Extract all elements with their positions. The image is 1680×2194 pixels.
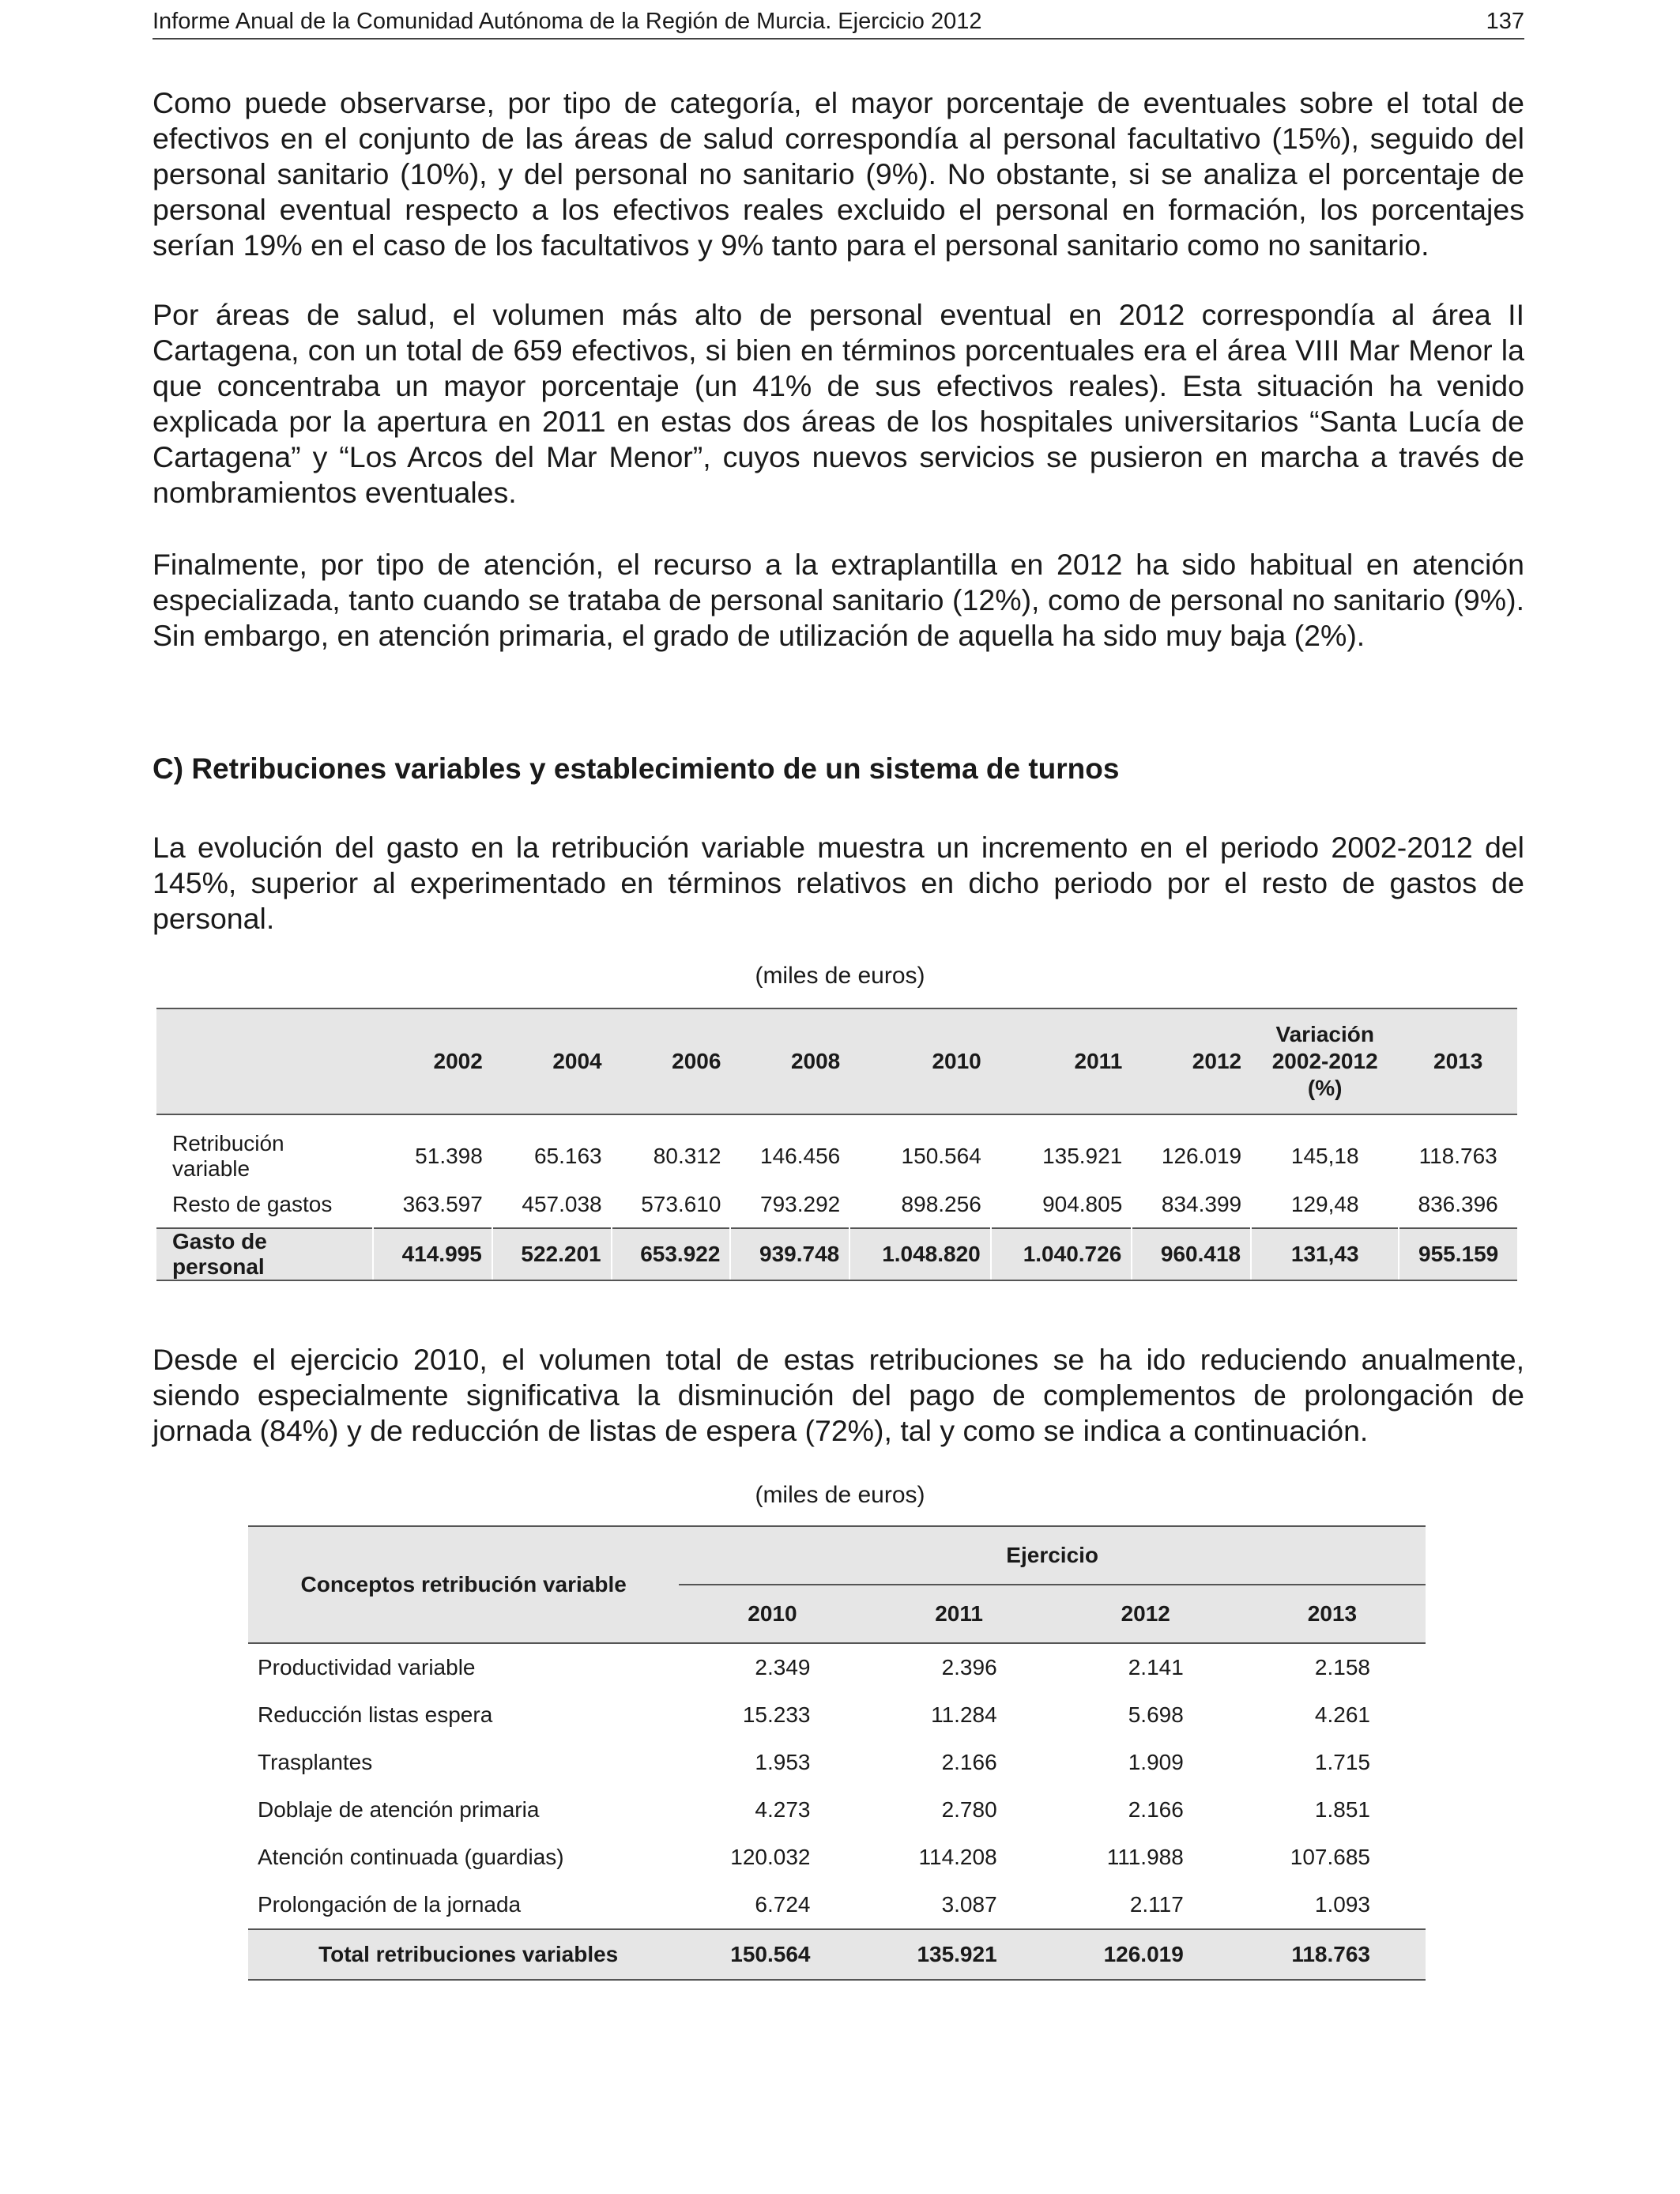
cell: 6.724 xyxy=(755,1892,811,1917)
cell: 129,48 xyxy=(1290,1192,1359,1216)
cell: 653.922 xyxy=(612,1228,731,1280)
header-year-2010: 2010 xyxy=(679,1585,865,1643)
cell: 2.166 xyxy=(941,1750,997,1774)
table-variable-remuneration xyxy=(248,1525,1426,1981)
cell: 2.158 xyxy=(1314,1655,1370,1679)
cell: 955.159 xyxy=(1399,1228,1517,1280)
cell: 126.019 xyxy=(1053,1929,1239,1980)
cell: 1.909 xyxy=(1128,1750,1184,1774)
cell: 793.292 xyxy=(760,1192,841,1216)
cell: 126.019 xyxy=(1161,1144,1242,1168)
header-year-2012: 2012 xyxy=(1053,1585,1239,1643)
paragraph-5: Desde el ejercicio 2010, el volumen total de estas retribuciones se ha ido reduciendo anualmente, siendo especialmente significativa la disminución del pago de complementos de prolongación de jornada (84%) y de reducción de listas de espera (72%), tal y como se indica a continuación. xyxy=(153,1343,1524,1447)
header-concepts: Conceptos retribución variable xyxy=(248,1526,679,1643)
cell: 1.715 xyxy=(1314,1750,1370,1774)
cell: 65.163 xyxy=(533,1144,602,1168)
table-header-row xyxy=(156,1008,1517,1114)
header-year-2013: 2013 xyxy=(1239,1585,1426,1643)
total-label: Total retribuciones variables xyxy=(248,1929,679,1980)
table-row xyxy=(248,1834,1426,1881)
table-row xyxy=(248,1739,1426,1786)
cell: 51.398 xyxy=(415,1144,483,1168)
row-label: Trasplantes xyxy=(258,1750,373,1774)
cell: 573.610 xyxy=(641,1192,721,1216)
cell: 1.851 xyxy=(1314,1797,1370,1822)
cell: 2.141 xyxy=(1128,1655,1184,1679)
cell: 11.284 xyxy=(931,1702,997,1727)
header-blank xyxy=(156,1008,373,1114)
cell: 118.763 xyxy=(1418,1144,1497,1168)
table-row xyxy=(248,1881,1426,1929)
table-header-row xyxy=(248,1526,1426,1585)
cell: 150.564 xyxy=(901,1144,981,1168)
cell: 960.418 xyxy=(1132,1228,1251,1280)
cell: 898.256 xyxy=(901,1192,981,1216)
cell: 2.396 xyxy=(941,1655,997,1679)
cell: 135.921 xyxy=(866,1929,1053,1980)
cell: 107.685 xyxy=(1290,1845,1370,1869)
cell: 145,18 xyxy=(1290,1144,1359,1168)
units-label-2: (miles de euros) xyxy=(755,1482,925,1508)
row-label: Prolongación de la jornada xyxy=(258,1892,522,1917)
cell: 3.087 xyxy=(941,1892,997,1917)
paragraph-4: La evolución del gasto en la retribución variable muestra un incremento en el periodo 2002-2012 del 145%, superior al experimentado en términos relativos en dicho periodo por el resto de gastos de personal. xyxy=(153,831,1524,935)
paragraph-3: Finalmente, por tipo de atención, el recurso a la extraplantilla en 2012 ha sido habitual en atención especializada, tanto cuando se trataba de personal sanitario (12%), como de personal no sanitario (9%). Sin embargo, en atención primaria, el grado de utilización de aquella ha sido muy baja (2%). xyxy=(153,548,1524,652)
cell: 1.953 xyxy=(755,1750,811,1774)
header-ejercicio: Ejercicio xyxy=(679,1526,1426,1585)
header-variation xyxy=(1251,1008,1399,1114)
cell: 15.233 xyxy=(742,1702,811,1727)
header-2010: 2010 xyxy=(849,1008,991,1114)
cell: 131,43 xyxy=(1251,1228,1399,1280)
cell: 2.780 xyxy=(941,1797,997,1822)
header-title: Informe Anual de la Comunidad Autónoma de la Región de Murcia. Ejercicio 2012 xyxy=(153,9,982,34)
variation-line-1: Variación xyxy=(1275,1022,1374,1046)
row-label: Retribución variable xyxy=(172,1131,284,1181)
row-label: Atención continuada (guardias) xyxy=(258,1845,564,1869)
table-row xyxy=(156,1114,1517,1182)
cell: 135.921 xyxy=(1042,1144,1123,1168)
variation-line-2: 2002-2012 xyxy=(1271,1049,1378,1073)
variation-line-3: (%) xyxy=(1307,1076,1343,1100)
row-label: Reducción listas espera xyxy=(258,1702,493,1727)
table-row xyxy=(248,1691,1426,1739)
cell: 939.748 xyxy=(730,1228,849,1280)
cell: 834.399 xyxy=(1161,1192,1242,1216)
cell: 150.564 xyxy=(679,1929,865,1980)
header-2012: 2012 xyxy=(1132,1008,1251,1114)
header-2006: 2006 xyxy=(612,1008,731,1114)
cell: 4.261 xyxy=(1314,1702,1370,1727)
page-number: 137 xyxy=(1486,9,1524,34)
cell: 836.396 xyxy=(1418,1192,1498,1216)
cell: 414.995 xyxy=(373,1228,492,1280)
header-2002: 2002 xyxy=(373,1008,492,1114)
table-total-row xyxy=(156,1228,1517,1280)
header-2013: 2013 xyxy=(1399,1008,1517,1114)
table-row xyxy=(156,1182,1517,1228)
cell: 5.698 xyxy=(1128,1702,1184,1727)
units-label-1: (miles de euros) xyxy=(755,963,925,989)
cell: 114.208 xyxy=(918,1845,997,1869)
row-label: Doblaje de atención primaria xyxy=(258,1797,540,1822)
header-2011: 2011 xyxy=(991,1008,1132,1114)
cell: 1.093 xyxy=(1314,1892,1370,1917)
cell: 4.273 xyxy=(755,1797,811,1822)
header-year-2011: 2011 xyxy=(866,1585,1053,1643)
cell: 363.597 xyxy=(402,1192,483,1216)
cell: 2.349 xyxy=(755,1655,811,1679)
cell: 2.117 xyxy=(1129,1892,1184,1917)
section-heading: C) Retribuciones variables y establecimiento de un sistema de turnos xyxy=(153,752,1120,785)
cell: 1.040.726 xyxy=(991,1228,1132,1280)
header-2004: 2004 xyxy=(492,1008,612,1114)
row-label: Productividad variable xyxy=(258,1655,476,1679)
cell: 120.032 xyxy=(730,1845,811,1869)
cell: 80.312 xyxy=(653,1144,721,1168)
table-personnel-expense xyxy=(156,1008,1517,1281)
page-header xyxy=(153,6,1524,40)
table-total-row xyxy=(248,1929,1426,1980)
header-2008: 2008 xyxy=(730,1008,849,1114)
cell: 2.166 xyxy=(1128,1797,1184,1822)
row-label: Resto de gastos xyxy=(172,1192,333,1216)
table-row xyxy=(248,1786,1426,1834)
total-label: Gasto de personal xyxy=(156,1228,373,1280)
cell: 522.201 xyxy=(492,1228,612,1280)
cell: 1.048.820 xyxy=(849,1228,991,1280)
cell: 111.988 xyxy=(1106,1845,1184,1869)
cell: 146.456 xyxy=(760,1144,841,1168)
cell: 118.763 xyxy=(1239,1929,1426,1980)
paragraph-1: Como puede observarse, por tipo de categoría, el mayor porcentaje de eventuales sobre el total de efectivos en el conjunto de las áreas de salud correspondía al personal facultativo (15%), seguido del personal sanitario (10%), y del personal no sanitario (9%). No obstante, si se analiza el porcentaje de personal eventual respecto a los efectivos reales excluido el personal en formación, los porcentajes serían 19% en el caso de los facultativos y 9% tanto para el personal sanitario como no sanitario. xyxy=(153,86,1524,262)
cell: 904.805 xyxy=(1042,1192,1123,1216)
cell: 457.038 xyxy=(522,1192,602,1216)
paragraph-2: Por áreas de salud, el volumen más alto de personal eventual en 2012 correspondía al área II Cartagena, con un total de 659 efectivos, si bien en términos porcentuales era el área VIII Mar Menor la que concentraba un mayor porcentaje (un 41% de sus efectivos reales). Esta situación ha venido explicada por la apertura en 2011 en estas dos áreas de los hospitales universitarios “Santa Lucía de Cartagena” y “Los Arcos del Mar Menor”, cuyos nuevos servicios se pusieron en marcha a través de nombramientos eventuales. xyxy=(153,298,1524,509)
table-row xyxy=(248,1643,1426,1691)
